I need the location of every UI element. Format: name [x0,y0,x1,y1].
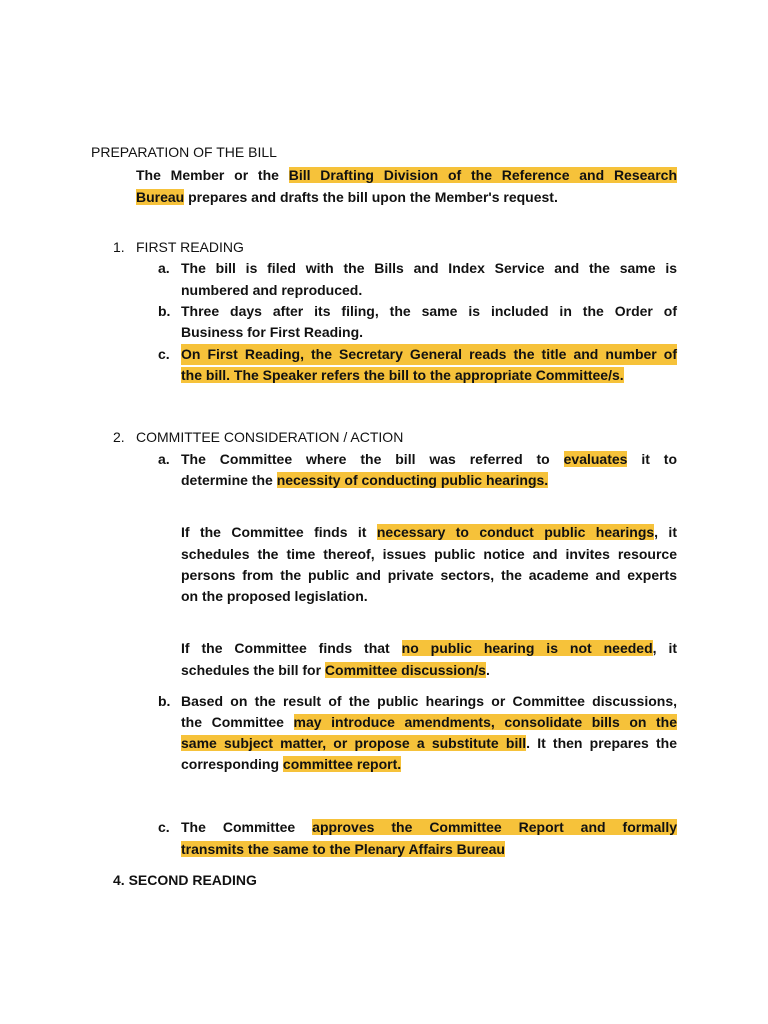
item-marker: b. [158,693,171,709]
item-text: Based on the result of the public hearings or Committee discussions, [181,693,677,709]
paragraph-text: persons from the public and private sectors, the academe and experts [181,567,677,583]
item-text: Three days after its filing, the same is included in the Order of [181,303,677,319]
section-number: 2. [113,429,125,445]
section-number: 1. [113,239,125,255]
highlight: transmits the same to the Plenary Affairs Bureau [181,841,505,857]
item-text: Business for First Reading. [181,324,364,340]
highlight: the bill. The Speaker refers the bill to the appropriate Committee/s. [181,367,624,383]
highlight: approves the Committee Report and formally [312,819,677,835]
item-text-highlighted: On First Reading, the Secretary General reads the title and number of [181,344,677,365]
highlight: Bureau [136,189,185,205]
highlight: necessary to conduct public hearings [376,524,655,540]
paragraph-text: on the proposed legislation. [181,588,368,604]
item-text: corresponding committee report. [181,756,402,772]
section-title: COMMITTEE CONSIDERATION / ACTION [136,429,404,445]
section-title: FIRST READING [136,239,244,255]
item-text: determine the necessity of conducting public hearings. [181,472,549,488]
item-text [181,839,505,860]
highlight: Committee discussion/s [324,662,486,678]
item-text: same subject matter, or propose a substitute bill. It then prepares the [181,735,677,751]
item-text: the Committee may introduce amendments, consolidate bills on the [181,714,678,730]
item-text: The Committee approves the Committee Report and formally [181,819,677,835]
item-marker: b. [158,303,171,319]
highlight: no public hearing is not needed [401,640,653,656]
paragraph-text: schedules the bill for Committee discussion/s. [181,662,490,678]
item-text [181,365,624,386]
intro-line-2: Bureau prepares and drafts the bill upon the Member's request. [136,189,558,205]
section-title: 4. SECOND READING [113,872,257,888]
highlight: Bill Drafting Division of the Reference and Research [288,167,677,183]
highlight: committee report. [282,756,402,772]
highlight: necessity of conducting public hearings. [276,472,549,488]
highlight: evaluates [563,451,628,467]
item-text: The Committee where the bill was referred to evaluates it to [181,451,677,467]
paragraph-text: If the Committee finds it necessary to conduct public hearings, it [181,524,677,540]
item-marker: a. [158,260,170,276]
highlight: may introduce amendments, consolidate bills on the [293,714,678,730]
item-marker: a. [158,451,170,467]
highlight: same subject matter, or propose a substitute bill [181,735,527,751]
item-text: numbered and reproduced. [181,282,363,298]
section-heading: PREPARATION OF THE BILL [91,144,277,160]
item-marker: c. [158,346,170,362]
intro-line-1: The Member or the Bill Drafting Division of the Reference and Research [136,167,677,183]
item-marker: c. [158,819,170,835]
paragraph-text: schedules the time thereof, issues public notice and invites resource [181,546,677,562]
item-text: The bill is filed with the Bills and Index Service and the same is [181,260,677,276]
paragraph-text: If the Committee finds that no public hearing is not needed, it [181,640,677,656]
